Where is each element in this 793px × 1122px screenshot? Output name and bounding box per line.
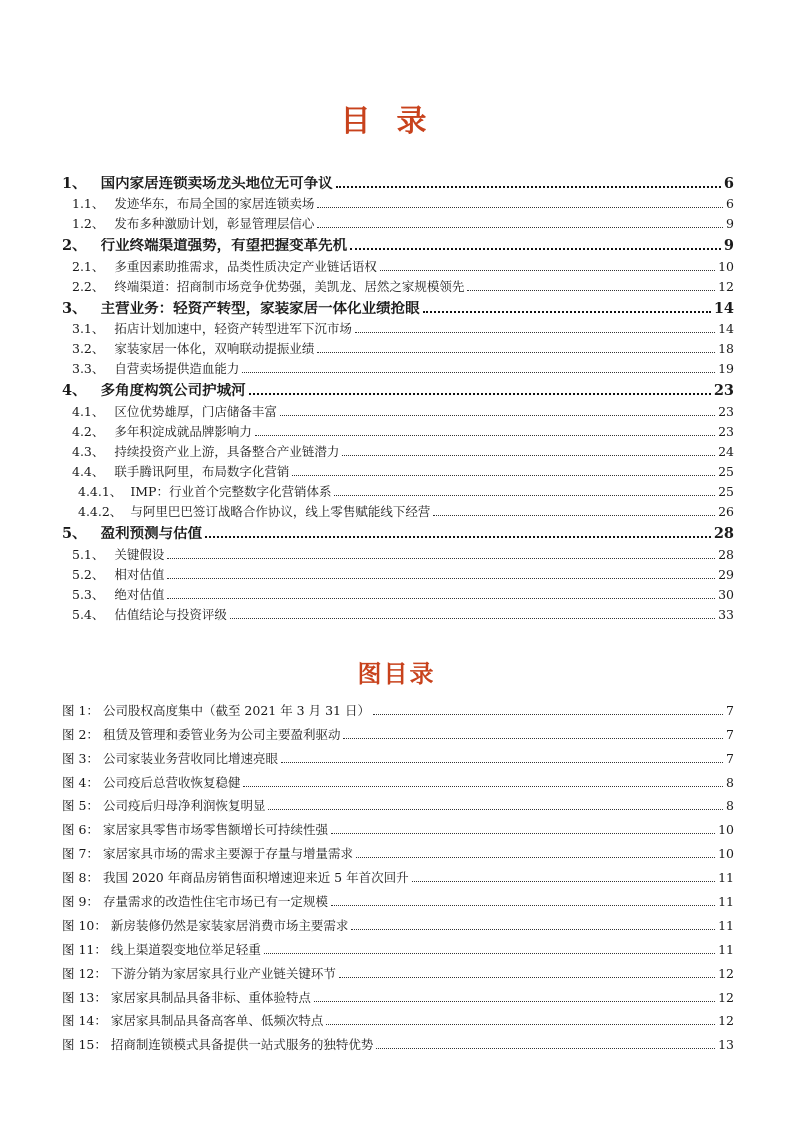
dot-leader <box>343 737 723 739</box>
toc-entry-label: 拓店计划加速中，轻资产转型进军下沉市场 <box>114 320 352 336</box>
toc-entry-page: 9 <box>726 216 734 232</box>
dot-leader <box>242 371 715 373</box>
toc-entry-page: 30 <box>718 587 734 602</box>
toc-entry-page: 28 <box>713 525 734 543</box>
toc-entry-page: 33 <box>718 607 734 623</box>
figure-entry[interactable] <box>62 1006 734 1030</box>
toc-entry-number: 5.4、 <box>72 607 105 623</box>
figure-entry[interactable] <box>62 814 734 838</box>
figure-entry[interactable] <box>62 958 734 982</box>
figure-entry-page: 12 <box>718 965 734 981</box>
dot-leader <box>336 185 721 188</box>
toc-entry-number: 5.3、 <box>72 587 105 602</box>
dot-leader <box>205 535 711 538</box>
figure-entry-page: 8 <box>726 798 734 814</box>
list-of-figures <box>62 695 734 1053</box>
toc-entry-number: 5.2、 <box>72 566 105 582</box>
toc-entry-number: 4.4、 <box>72 464 105 480</box>
figure-entry-page: 7 <box>726 750 734 766</box>
toc-entry-page: 23 <box>718 403 734 419</box>
figure-entry-number: 图 9： <box>62 894 99 910</box>
toc-entry[interactable] <box>62 254 734 274</box>
toc-entry[interactable] <box>62 440 734 460</box>
figure-entry-page: 7 <box>726 702 734 718</box>
figure-entry-page: 11 <box>718 917 734 933</box>
toc-entry-page: 12 <box>718 278 734 294</box>
toc-entry-label: 绝对估值 <box>114 587 165 602</box>
figure-entry[interactable] <box>62 934 734 958</box>
dot-leader <box>376 1047 715 1049</box>
toc-entry-number: 1.2、 <box>72 216 105 232</box>
figure-entry-label: 家居家具市场的需求主要源于存量与增量需求 <box>102 846 353 862</box>
figure-entry-number: 图 7： <box>62 846 99 862</box>
dot-leader <box>314 1000 715 1002</box>
dot-leader <box>467 289 715 291</box>
figure-entry[interactable] <box>62 1029 734 1053</box>
dot-leader <box>317 226 723 228</box>
dot-leader <box>167 597 715 599</box>
dot-leader <box>243 785 723 787</box>
figure-entry-page: 13 <box>718 1037 734 1053</box>
dot-leader <box>167 557 715 559</box>
toc-entry[interactable] <box>62 399 734 419</box>
figure-entry-number: 图 13： <box>62 989 107 1005</box>
figure-entry-number: 图 4： <box>62 774 99 790</box>
toc-entry-number: 2.1、 <box>72 258 105 274</box>
dot-leader <box>433 514 715 516</box>
table-of-contents <box>62 170 734 623</box>
toc-entry-number: 5.1、 <box>72 546 105 562</box>
toc-entry-label: 与阿里巴巴签订战略合作协议，线上零售赋能线下经营 <box>130 504 431 520</box>
figure-entry[interactable] <box>62 838 734 862</box>
figure-entry-number: 图 14： <box>62 1013 107 1029</box>
toc-entry-number: 3.1、 <box>72 320 105 336</box>
toc-entry-label: 行业终端渠道强势，有望把握变革先机 <box>100 238 348 255</box>
toc-entry[interactable] <box>62 583 734 603</box>
toc-entry[interactable] <box>62 170 734 192</box>
toc-entry-label: 自营卖场提供造血能力 <box>114 361 240 377</box>
toc-entry-number: 1.1、 <box>72 196 105 212</box>
figure-entry-page: 7 <box>726 726 734 742</box>
figure-entry-page: 12 <box>718 1013 734 1029</box>
dot-leader <box>356 856 715 858</box>
figure-entry-label: 招商制连锁模式具备提供一站式服务的独特优势 <box>110 1037 374 1053</box>
toc-entry-number: 2、 <box>62 237 87 255</box>
toc-entry[interactable] <box>62 357 734 377</box>
figure-entry[interactable] <box>62 767 734 791</box>
figure-entry-number: 图 8： <box>62 870 99 886</box>
toc-entry[interactable] <box>62 420 734 440</box>
toc-entry[interactable] <box>62 232 734 254</box>
figure-entry-number: 图 10： <box>62 917 107 933</box>
figure-entry-label: 公司股权高度集中（截至 2021 年 3 月 31 日） <box>102 702 370 718</box>
dot-leader <box>255 434 715 436</box>
dot-leader <box>334 494 715 496</box>
dot-leader <box>380 269 715 271</box>
figure-entry-label: 家居家具制品具备非标、重体验特点 <box>110 989 311 1005</box>
toc-entry-page: 6 <box>726 196 734 212</box>
toc-entry[interactable] <box>62 500 734 520</box>
figure-entry-number: 图 3： <box>62 750 99 766</box>
toc-entry-label: 多年积淀成就品牌影响力 <box>114 423 252 439</box>
toc-entry-page: 6 <box>723 175 734 192</box>
figure-entry[interactable] <box>62 719 734 743</box>
figure-entry-number: 图 11： <box>62 941 107 957</box>
figure-entry[interactable] <box>62 862 734 886</box>
toc-entry-number: 5、 <box>62 525 87 543</box>
toc-entry-label: 关键假设 <box>114 546 165 562</box>
toc-entry-number: 4.4.1、 <box>78 484 123 500</box>
toc-title: 目录 <box>340 104 453 139</box>
toc-entry[interactable] <box>62 542 734 562</box>
figure-entry-label: 下游分销为家居家具行业产业链关键环节 <box>110 965 336 981</box>
toc-entry-number: 1、 <box>62 175 87 192</box>
toc-entry-label: 联手腾讯阿里，布局数字化营销 <box>114 464 290 480</box>
toc-entry[interactable] <box>62 480 734 500</box>
figure-entry-number: 图 2： <box>62 726 99 742</box>
toc-entry-label: 发迹华东，布局全国的家居连锁卖场 <box>114 196 315 212</box>
figure-entry-page: 11 <box>718 894 734 910</box>
toc-entry-label: 相对估值 <box>114 566 165 582</box>
dot-leader <box>342 454 715 456</box>
toc-entry[interactable] <box>62 192 734 212</box>
figure-entry[interactable] <box>62 982 734 1006</box>
toc-entry-number: 3.3、 <box>72 361 105 377</box>
toc-entry-label: 盈利预测与估值 <box>100 526 203 543</box>
dot-leader <box>249 392 711 395</box>
figure-entry-page: 8 <box>726 774 734 790</box>
toc-entry-label: 发布多种激励计划，彰显管理层信心 <box>114 216 315 232</box>
dot-leader <box>351 928 715 930</box>
figure-entry-number: 图 15： <box>62 1037 107 1053</box>
toc-entry-number: 4.4.2、 <box>78 504 123 520</box>
toc-entry-page: 25 <box>718 464 734 480</box>
figure-entry-label: 我国 2020 年商品房销售面积增速迎来近 5 年首次回升 <box>102 870 409 886</box>
dot-leader <box>292 474 715 476</box>
dot-leader <box>317 206 723 208</box>
toc-entry[interactable] <box>62 295 734 317</box>
figure-entry-page: 11 <box>718 870 734 886</box>
figure-entry[interactable] <box>62 886 734 910</box>
dot-leader <box>281 761 723 763</box>
dot-leader <box>355 331 715 333</box>
figure-entry-label: 公司家装业务营收同比增速亮眼 <box>102 750 278 766</box>
toc-entry-label: 终端渠道：招商制市场竞争优势强，美凯龙、居然之家规模领先 <box>114 278 465 294</box>
toc-entry[interactable] <box>62 317 734 337</box>
toc-entry[interactable] <box>62 520 734 542</box>
dot-leader <box>412 880 715 882</box>
toc-entry-page: 18 <box>718 341 734 357</box>
figure-entry-page: 11 <box>718 941 734 957</box>
toc-entry-page: 23 <box>718 423 734 439</box>
figure-entry-label: 家居家具零售市场零售额增长可持续性强 <box>102 822 328 838</box>
toc-entry-page: 28 <box>718 546 734 562</box>
toc-entry-page: 10 <box>718 258 734 274</box>
dot-leader <box>230 617 715 619</box>
figure-entry-number: 图 1： <box>62 702 99 718</box>
toc-entry[interactable] <box>62 275 734 295</box>
toc-entry-number: 4.1、 <box>72 403 105 419</box>
figure-entry[interactable] <box>62 743 734 767</box>
dot-leader <box>268 808 723 810</box>
figures-title: 图目录 <box>357 660 436 688</box>
figure-entry-number: 图 5： <box>62 798 99 814</box>
figure-entry-page: 10 <box>718 822 734 838</box>
figure-entry-page: 12 <box>718 989 734 1005</box>
figure-entry-number: 图 12： <box>62 965 107 981</box>
dot-leader <box>339 976 715 978</box>
toc-entry-label: 多重因素助推需求，品类性质决定产业链话语权 <box>114 258 377 274</box>
figure-entry-page: 10 <box>718 846 734 862</box>
toc-entry-page: 14 <box>718 320 734 336</box>
dot-leader <box>326 1023 715 1025</box>
toc-entry-label: IMP：行业首个完整数字化营销体系 <box>130 484 332 500</box>
toc-entry-page: 23 <box>713 382 734 400</box>
toc-entry-page: 19 <box>718 361 734 377</box>
dot-leader <box>331 904 715 906</box>
toc-entry-page: 25 <box>718 484 734 500</box>
dot-leader <box>317 351 715 353</box>
toc-entry-number: 3、 <box>62 299 87 317</box>
toc-entry-label: 多角度构筑公司护城河 <box>100 383 246 400</box>
dot-leader <box>373 713 723 715</box>
toc-entry-label: 区位优势雄厚，门店储备丰富 <box>114 403 277 419</box>
figure-entry-label: 公司疫后总营收恢复稳健 <box>102 774 241 790</box>
toc-entry-label: 家装家居一体化，双响联动提振业绩 <box>114 341 315 357</box>
dot-leader <box>280 414 715 416</box>
toc-entry-label: 持续投资产业上游，具备整合产业链潜力 <box>114 443 340 459</box>
toc-entry-label: 主营业务：轻资产转型，家装家居一体化业绩抢眼 <box>100 300 420 317</box>
toc-entry[interactable] <box>62 377 734 399</box>
toc-entry-page: 14 <box>713 299 734 317</box>
dot-leader <box>350 247 721 250</box>
toc-entry-page: 29 <box>718 566 734 582</box>
toc-entry-label: 国内家居连锁卖场龙头地位无可争议 <box>100 176 333 192</box>
dot-leader <box>331 832 715 834</box>
figure-entry-label: 存量需求的改造性住宅市场已有一定规模 <box>102 894 328 910</box>
figure-entry-number: 图 6： <box>62 822 99 838</box>
dot-leader <box>167 577 715 579</box>
figure-entry-label: 租赁及管理和委管业务为公司主要盈利驱动 <box>102 726 341 742</box>
toc-entry[interactable] <box>62 460 734 480</box>
dot-leader <box>423 310 711 313</box>
toc-entry-label: 估值结论与投资评级 <box>114 607 227 623</box>
figure-entry-label: 线上渠道裂变地位举足轻重 <box>110 941 261 957</box>
figure-entry[interactable] <box>62 695 734 719</box>
toc-entry[interactable] <box>62 603 734 623</box>
figure-entry-label: 公司疫后归母净利润恢复明显 <box>102 798 266 814</box>
toc-entry-number: 4、 <box>62 382 87 400</box>
toc-entry-page: 24 <box>718 443 734 459</box>
toc-entry-page: 26 <box>718 504 734 520</box>
figure-entry[interactable] <box>62 791 734 815</box>
toc-entry-number: 2.2、 <box>72 278 105 294</box>
figure-entry-label: 家居家具制品具备高客单、低频次特点 <box>110 1013 324 1029</box>
toc-entry-number: 4.3、 <box>72 443 105 459</box>
figure-entry-label: 新房装修仍然是家装家居消费市场主要需求 <box>110 917 349 933</box>
toc-entry[interactable] <box>62 563 734 583</box>
toc-entry-page: 9 <box>723 237 734 255</box>
toc-entry-number: 4.2、 <box>72 423 105 439</box>
toc-entry[interactable] <box>62 337 734 357</box>
dot-leader <box>264 952 715 954</box>
toc-entry-number: 3.2、 <box>72 341 105 357</box>
figure-entry[interactable] <box>62 910 734 934</box>
toc-entry[interactable] <box>62 212 734 232</box>
